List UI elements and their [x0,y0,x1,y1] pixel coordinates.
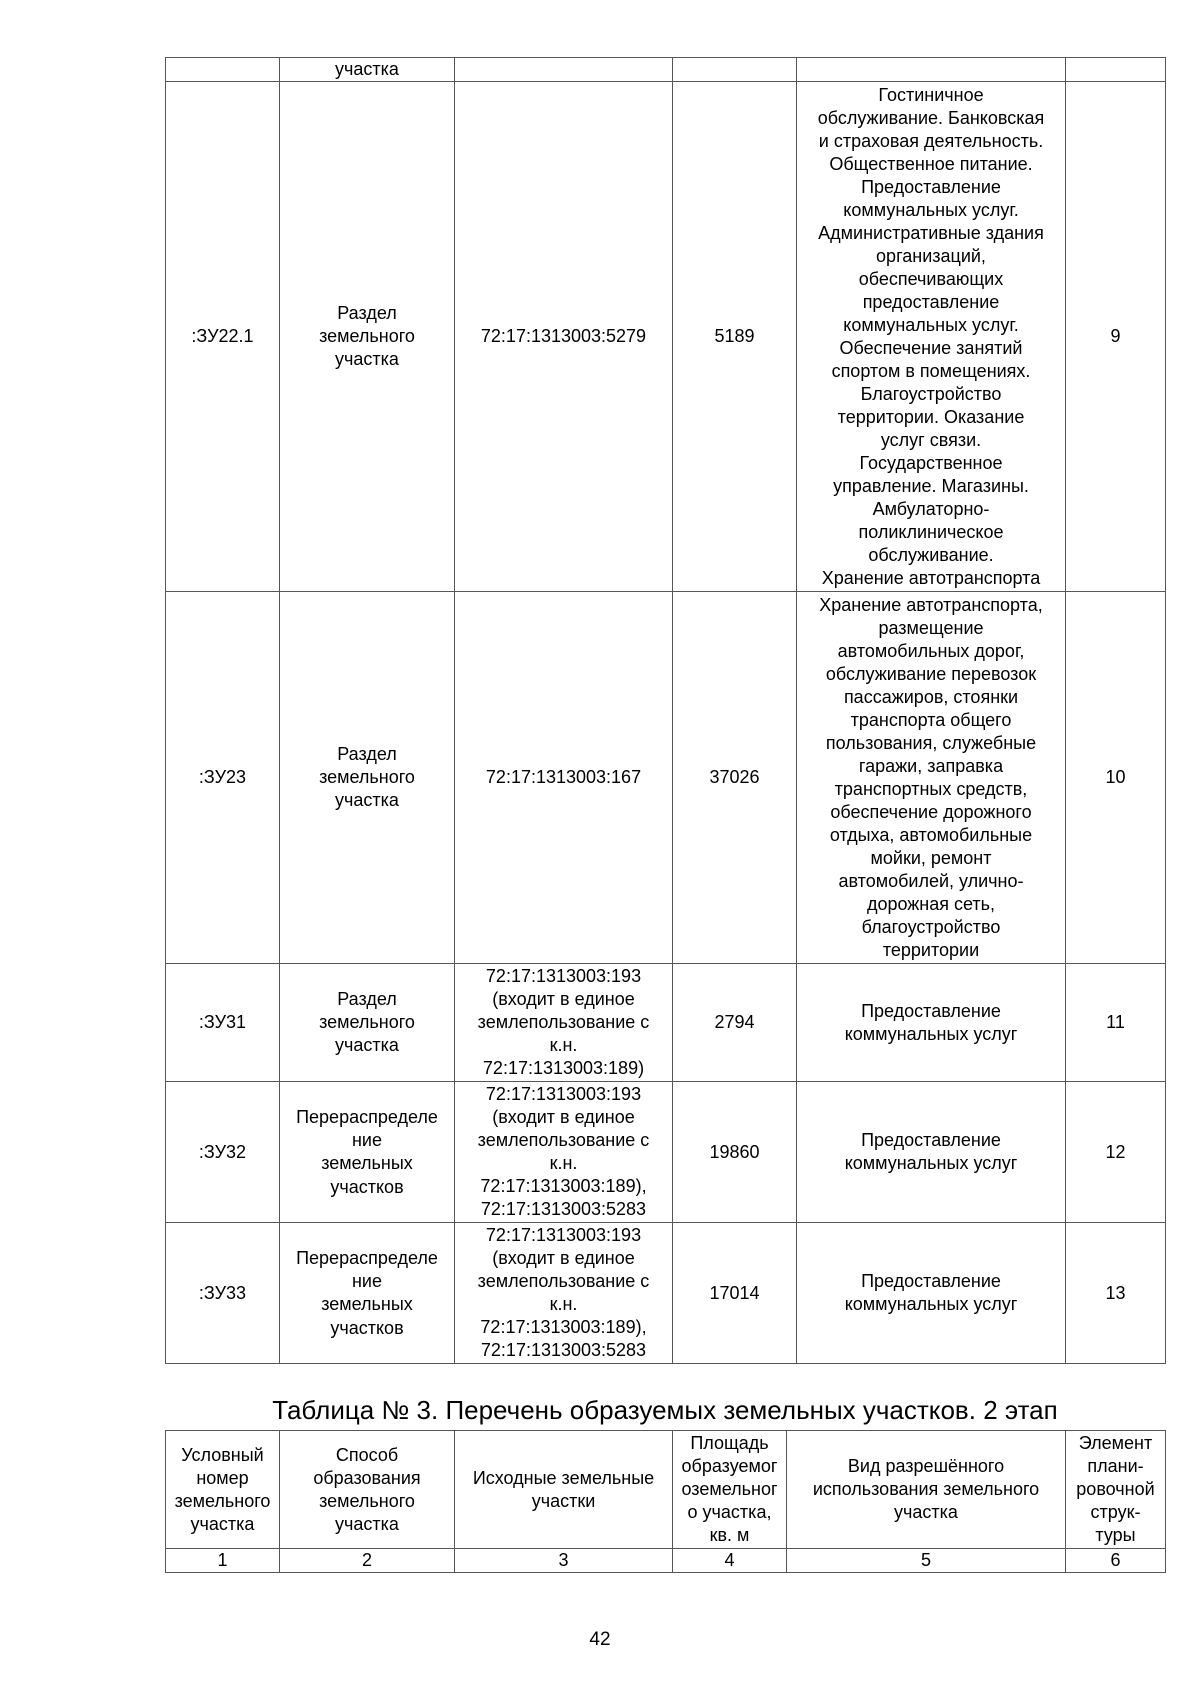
land-plots-table-stage-2 [165,1430,1166,1573]
cell-area: 37026 [673,592,797,964]
cell-area: 17014 [673,1223,797,1364]
cell-method: участка [280,58,455,82]
column-number: 4 [673,1549,787,1573]
cell-area: 19860 [673,1082,797,1223]
table-caption: Таблица № 3. Перечень образуемых земельных участков. 2 этап [272,1395,1058,1425]
cell-id: :ЗУ33 [166,1223,280,1364]
table-row [166,964,1166,1082]
header-permitted-use: Вид разрешённого использования земельного участка [787,1431,1066,1549]
cell-use: Предоставление коммунальных услуг [797,1082,1066,1223]
cell-element [1066,58,1166,82]
cell-element: 13 [1066,1223,1166,1364]
page-number: 42 [589,1629,611,1650]
cell-source: 72:17:1313003:193 (входит в единое землепользование с к.н. 72:17:1313003:189), 72:17:1313003:5283 [455,1082,673,1223]
cell-source [455,58,673,82]
header-area: Площадь образуемог оземельног о участка, кв. м [673,1431,787,1549]
cell-source: 72:17:1313003:5279 [455,82,673,592]
cell-area: 5189 [673,82,797,592]
cell-source: 72:17:1313003:193 (входит в единое землепользование с к.н. 72:17:1313003:189), 72:17:1313003:5283 [455,1223,673,1364]
cell-id: :ЗУ23 [166,592,280,964]
cell-id: :ЗУ32 [166,1082,280,1223]
cell-use: Гостиничное обслуживание. Банковская и страховая деятельность. Общественное питание. Предоставление коммунальных услуг. Административные здания организаций, обеспечивающих предоставление коммунальных услуг. Обеспечение занятий спортом в помещениях. Благоустройство территории. Оказание услуг связи. Государственное управление. Магазины. Амбулаторно- поликлиническое обслуживание. Хранение автотранспорта [797,82,1066,592]
column-number: 3 [455,1549,673,1573]
cell-method: Перераспределе ние земельных участков [280,1082,455,1223]
table-row [166,1223,1166,1364]
column-number: 1 [166,1549,280,1573]
table-row [166,592,1166,964]
header-plot-number: Условный номер земельного участка [166,1431,280,1549]
cell-use: Предоставление коммунальных услуг [797,964,1066,1082]
land-plots-table-continued [165,57,1166,1364]
cell-source: 72:17:1313003:167 [455,592,673,964]
cell-method: Перераспределе ние земельных участков [280,1223,455,1364]
cell-area: 2794 [673,964,797,1082]
table-row [166,1082,1166,1223]
cell-use: Предоставление коммунальных услуг [797,1223,1066,1364]
cell-id: :ЗУ22.1 [166,82,280,592]
cell-id: :ЗУ31 [166,964,280,1082]
column-numbers-row [166,1549,1166,1573]
cell-element: 11 [1066,964,1166,1082]
cell-method: Раздел земельного участка [280,964,455,1082]
column-number: 5 [787,1549,1066,1573]
cell-element: 12 [1066,1082,1166,1223]
table-header-row [166,1431,1166,1549]
cell-method: Раздел земельного участка [280,592,455,964]
cell-use: Хранение автотранспорта, размещение автомобильных дорог, обслуживание перевозок пассажиров, стоянки транспорта общего пользования, служебные гаражи, заправка транспортных средств, обеспечение дорожного отдыха, автомобильные мойки, ремонт автомобилей, улично- дорожная сеть, благоустройство территории [797,592,1066,964]
header-source-plots: Исходные земельные участки [455,1431,673,1549]
column-number: 2 [280,1549,455,1573]
cell-id [166,58,280,82]
header-formation-method: Способ образования земельного участка [280,1431,455,1549]
cell-area [673,58,797,82]
column-number: 6 [1066,1549,1166,1573]
table-row-continuation [166,58,1166,82]
cell-element: 9 [1066,82,1166,592]
header-planning-element: Элемент плани- ровочной струк- туры [1066,1431,1166,1549]
cell-element: 10 [1066,592,1166,964]
cell-source: 72:17:1313003:193 (входит в единое землепользование с к.н. 72:17:1313003:189) [455,964,673,1082]
cell-use [797,58,1066,82]
table-row [166,82,1166,592]
cell-method: Раздел земельного участка [280,82,455,592]
